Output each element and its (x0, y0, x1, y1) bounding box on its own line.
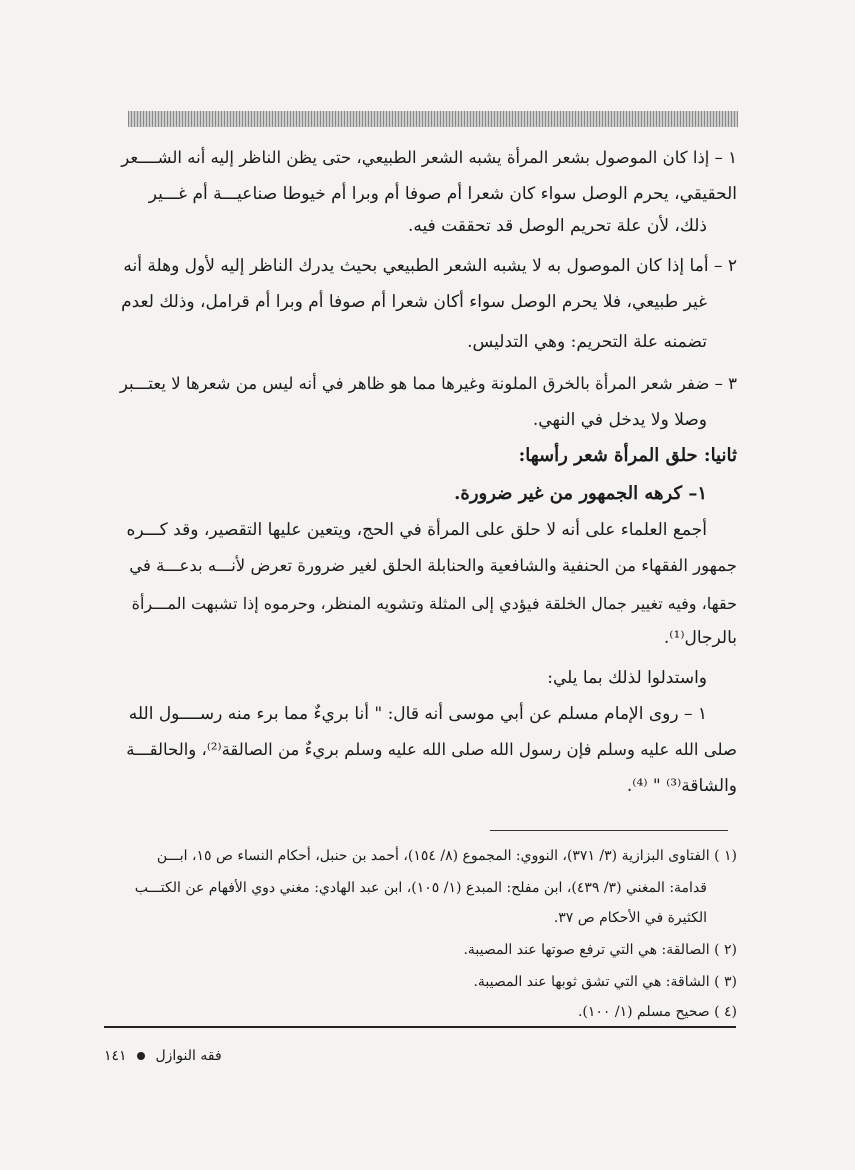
footnote-1-line3: الكثيرة في الأحكام ص ٣٧. (553, 910, 707, 926)
item1-line2: الحقيقي، يحرم الوصل سواء كان شعرا أم صوفا أم وبرا أم خيوطا صناعيـــة أم غـــير (148, 184, 737, 204)
item3-line2: وصلا ولا يدخل في النهي. (532, 410, 707, 430)
footnote-3: (٣ ) الشاقة: هي التي تشق ثوبها عند المصيبة. (473, 974, 737, 990)
sub-heading: ١– كرهه الجمهور من غير ضرورة. (454, 483, 707, 504)
footnote-separator (490, 830, 728, 831)
footnote-4: (٤ ) صحيح مسلم (١/ ١٠٠). (577, 1004, 737, 1020)
para1-line1: أجمع العلماء على أنه لا حلق على المرأة في الحج، ويتعين عليها التقصير، وقد كـــره (126, 520, 707, 540)
footnote-1-line1: (١ ) الفتاوى البزازية (٣/ ٣٧١)، النووي: المجموع (٨/ ١٥٤)، أحمد بن حنبل، أحكام النساء ص ١٥، ابـــن (156, 848, 737, 864)
para3-line2: صلى الله عليه وسلم فإن رسول الله صلى الله عليه وسلم بريءٌ من الصالقة⁽²⁾، والحالقـــة (126, 740, 737, 759)
para2-line: واستدلوا لذلك بما يلي: (547, 668, 707, 688)
para1-line4: بالرجال⁽¹⁾. (663, 628, 737, 648)
item3-line1: ٣ – ضفر شعر المرأة بالخرق الملونة وغيرها مما هو ظاهر في أنه ليس من شعرها لا يعتـــبر (119, 374, 737, 393)
item2-line2: غير طبيعي، فلا يحرم الوصل سواء أكان شعرا أم صوفا أم وبرا أم قرامل، وذلك لعدم (121, 292, 707, 312)
para3-line1: ١ – روى الإمام مسلم عن أبي موسى أنه قال: " أنا بريءٌ مما برء منه رســــول الله (128, 704, 707, 724)
footnote-1-line2: قدامة: المغني (٣/ ٤٣٩)، ابن مفلح: المبدع (١/ ١٠٥)، ابن عبد الهادي: مغني دوي الأفهام عن الكتـــب (134, 880, 707, 896)
para1-line2: جمهور الفقهاء من الحنفية والشافعية والحنابلة الحلق لغير ضرورة تعرض لأنـــه بدعـــة في (129, 556, 737, 575)
item2-line1: ٢ – أما إذا كان الموصول به لا يشبه الشعر الطبيعي بحيث يدرك الناظر إليه لأول وهلة أنه (123, 256, 737, 276)
footnote-2: (٢ ) الصالقة: هي التي ترفع صوتها عند المصيبة. (463, 942, 737, 958)
page-number: ١٤١ (104, 1048, 127, 1064)
header-band (128, 111, 738, 127)
para1-line3: حقها، وفيه تغيير جمال الخلقة فيؤدي إلى المثلة وتشويه المنظر، وحرموه إذا تشبهت المـــرأة (131, 594, 737, 613)
bullet-icon (137, 1052, 145, 1060)
para3-line3: والشاقة⁽³⁾ " ⁽⁴⁾. (626, 776, 737, 796)
book-title: فقه النوازل (155, 1048, 222, 1064)
page-footer (104, 1046, 222, 1066)
item1-line3: ذلك، لأن علة تحريم الوصل قد تحققت فيه. (407, 216, 707, 236)
item2-line3: تضمنه علة التحريم: وهي التدليس. (467, 332, 707, 352)
section-heading: ثانيا: حلق المرأة شعر رأسها: (518, 445, 737, 466)
item1-line1: ١ – إذا كان الموصول بشعر المرأة يشبه الشعر الطبيعي، حتى يظن الناظر إليه أنه الشــــعر (121, 148, 737, 167)
bottom-rule (104, 1026, 736, 1028)
